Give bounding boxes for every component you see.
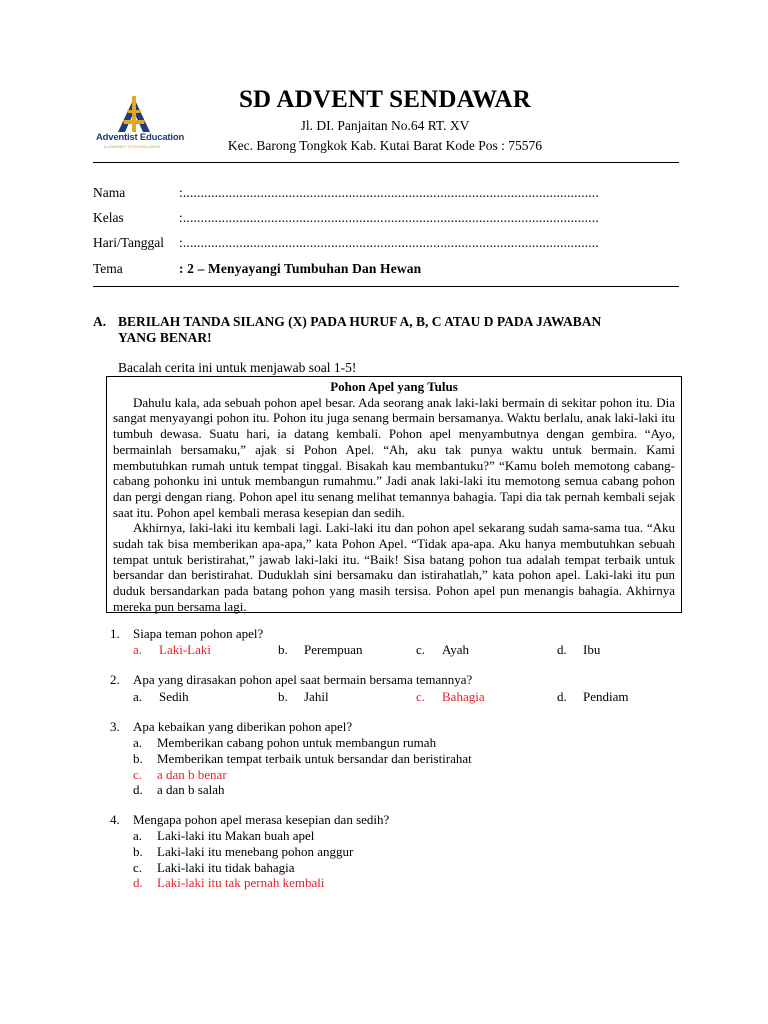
question-number: 2. (110, 672, 120, 687)
question-text: Apa kebaikan yang diberikan pohon apel? (133, 719, 353, 734)
school-name: SD ADVENT SENDAWAR (238, 86, 532, 113)
address-line-2: Kec. Barong Tongkok Kab. Kutai Barat Kode Pos : 75576 (227, 138, 543, 153)
option-c: c. Laki-laki itu tidak bahagia (133, 860, 295, 875)
logo-text: Adventist Education (96, 132, 185, 143)
story-paragraph: Akhirnya, laki-laki itu kembali lagi. Laki-laki itu dan pohon apel sekarang sudah sama-sama tua. “Aku sudah tak bisa memberikan apa-apa,” kata Pohon Apel. “Tidak apa-apa. Aku hanya membutuhkan sebuah tempat untuk beristirahat,” jawab laki-laki itu. “Baik! Sisa batang pohon tua adalah tempat terbaik untuk bersandar dan beristirahat. Duduklah sini bersamaku dan istirahatlah,” kata pohon apel. Laki-laki itu pun duduk bersandarkan pada batang pohon yang masih tersisa. Pohon apel pun menangis bahagia. Akhirnya mereka pun bersama lagi. (113, 520, 675, 614)
question-1-options (110, 642, 610, 658)
reading-instruction: Bacalah cerita ini untuk menjawab soal 1-5! (118, 360, 357, 375)
field-label: Hari/Tanggal (93, 235, 165, 250)
question-text: Mengapa pohon apel merasa kesepian dan sedih? (133, 812, 390, 827)
option-d: d. a dan b salah (133, 782, 225, 797)
field-label: Kelas (93, 210, 124, 225)
question-number: 1. (110, 626, 120, 641)
option-a: a. Memberikan cabang pohon untuk membangun rumah (133, 735, 437, 750)
option-a: a. Laki-laki itu Makan buah apel (133, 828, 315, 843)
option-c: c. Ayah (416, 642, 469, 657)
question-number: 4. (110, 812, 120, 827)
header-divider (93, 162, 679, 163)
option-a: a. Sedih (133, 689, 189, 704)
logo-subtext: A JOURNEY TO EXCELLENCE (104, 144, 161, 149)
option-b: b. Laki-laki itu menebang pohon anggur (133, 844, 354, 859)
field-value: :...................................................................................................................... (179, 235, 599, 250)
option-b: b. Memberikan tempat terbaik untuk bersandar dan beristirahat (133, 751, 472, 766)
story-paragraph: Dahulu kala, ada sebuah pohon apel besar. Ada seorang anak laki-laki bermain di sekitar pohon itu. Dia sangat menyayangi pohon itu. Pohon itu juga senang bermain bersamanya. Waktu berlalu, anak laki-laki itu tumbuh dewasa. Suatu hari, ia datang kembali. Pohon apel menyambutnya dengan gembira. “Ayo, bermainlah bersamaku,” ajak si Pohon Apel. “Ah, aku tak punya waktu untuk bermain. Kami membutuhkan rumah untuk tempat tinggal. Bisakah kau membantuku?” “Kamu boleh memotong cabang-cabang pohonku ini untuk membangun rumahmu.” Jadi anak laki-laki itu memotong semua cabang pohon dan pergi dengan riang. Pohon apel itu senang melihat temannya bahagia. Tapi dia tak pernah kembali sejak saat itu. Pohon apel kembali merasa kesepian dan sedih. (113, 394, 675, 520)
field-label: Nama (93, 185, 126, 200)
address-line-1: Jl. DI. Panjaitan No.64 RT. XV (300, 118, 470, 133)
question-text: Siapa teman pohon apel? (133, 626, 264, 641)
field-value: :...................................................................................................................... (179, 210, 599, 225)
option-c: c. Bahagia (416, 689, 485, 704)
option-d: d. Pendiam (557, 689, 629, 704)
option-d: d. Ibu (557, 642, 601, 657)
fields-divider (93, 286, 679, 287)
option-b: b. Perempuan (278, 642, 363, 657)
option-d: d. Laki-laki itu tak pernah kembali (133, 875, 325, 890)
question-text: Apa yang dirasakan pohon apel saat bermain bersama temannya? (133, 672, 473, 687)
story-box (106, 376, 682, 613)
question-number: 3. (110, 719, 120, 734)
question-2-options (110, 689, 629, 705)
field-value: : 2 – Menyayangi Tumbuhan Dan Hewan (179, 261, 422, 276)
option-b: b. Jahil (278, 689, 329, 704)
field-value: :...................................................................................................................... (179, 185, 599, 200)
story-title: Pohon Apel yang Tulus (330, 379, 458, 394)
section-title: BERILAH TANDA SILANG (X) PADA HURUF A, B, C ATAU D PADA JAWABAN YANG BENAR! (118, 314, 602, 345)
option-c: c. a dan b benar (133, 767, 227, 782)
adventist-logo-icon (114, 96, 154, 134)
field-label: Tema (93, 261, 123, 276)
option-a: a. Laki-Laki (133, 642, 211, 657)
section-letter: A. (93, 314, 107, 329)
